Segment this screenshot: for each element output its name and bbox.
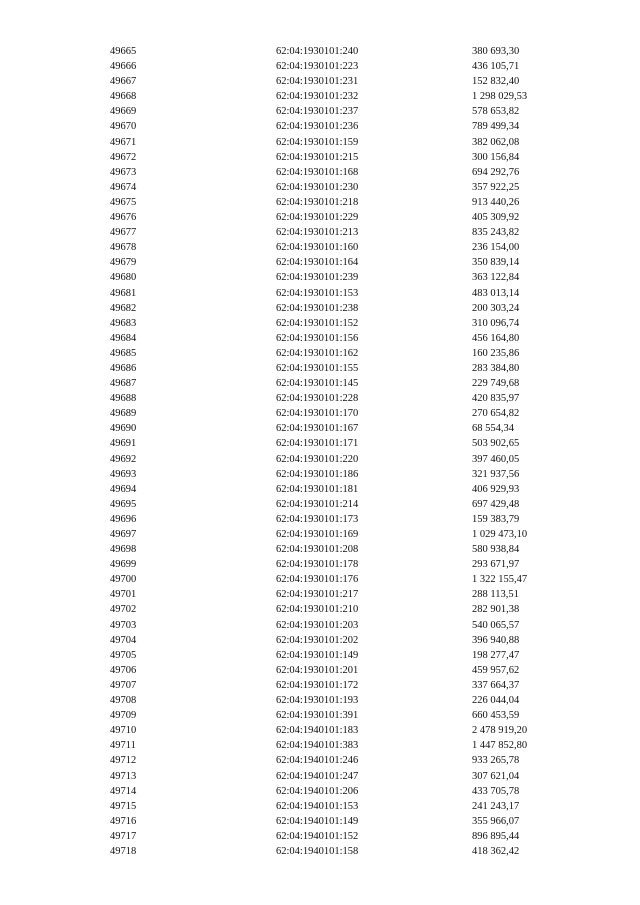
- cadastral-value: 418 362,42: [472, 845, 520, 857]
- cadastral-value: 406 929,93: [472, 483, 520, 495]
- row-number: 49691: [110, 438, 137, 450]
- cadastral-number: 62:04:1940101:247: [276, 770, 359, 782]
- cadastral-number: 62:04:1930101:238: [276, 302, 359, 314]
- table-row: [110, 693, 590, 708]
- cadastral-value: 310 096,74: [472, 317, 520, 329]
- cadastral-value: 397 460,05: [472, 453, 520, 465]
- cadastral-value: 300 156,84: [472, 151, 520, 163]
- cadastral-number: 62:04:1930101:171: [276, 438, 359, 450]
- cadastral-value: 483 013,14: [472, 287, 520, 299]
- table-row: [110, 738, 590, 753]
- cadastral-number: 62:04:1930101:208: [276, 544, 359, 556]
- row-number: 49696: [110, 513, 137, 525]
- table-row: [110, 391, 590, 406]
- cadastral-number: 62:04:1930101:230: [276, 181, 359, 193]
- cadastral-number: 62:04:1930101:172: [276, 679, 359, 691]
- cadastral-value: 355 966,07: [472, 815, 520, 827]
- cadastral-value: 159 383,79: [472, 513, 520, 525]
- cadastral-number: 62:04:1930101:240: [276, 46, 359, 57]
- cadastral-value: 540 065,57: [472, 619, 520, 631]
- cadastral-value: 321 937,56: [472, 468, 520, 480]
- table-row: [110, 331, 590, 346]
- cadastral-value: 436 105,71: [472, 61, 520, 73]
- cadastral-value: 1 029 473,10: [472, 529, 528, 540]
- row-number: 49716: [110, 815, 137, 827]
- cadastral-number: 62:04:1930101:181: [276, 483, 359, 495]
- table-row: [110, 316, 590, 331]
- row-number: 49718: [110, 845, 137, 857]
- row-number: 49699: [110, 559, 137, 571]
- row-number: 49687: [110, 378, 137, 390]
- row-number: 49694: [110, 483, 137, 495]
- row-number: 49702: [110, 604, 137, 616]
- cadastral-value: 68 554,34: [472, 423, 514, 435]
- table-row: [110, 436, 590, 451]
- table-row: [110, 301, 590, 316]
- table-row: [110, 452, 590, 467]
- cadastral-value: 241 243,17: [472, 800, 520, 812]
- cadastral-number: 62:04:1930101:169: [276, 529, 359, 540]
- cadastral-number: 62:04:1930101:214: [276, 498, 359, 510]
- table-row: [110, 180, 590, 195]
- cadastral-value: 456 164,80: [472, 332, 520, 344]
- row-number: 49675: [110, 196, 137, 208]
- cadastral-value: 896 895,44: [472, 830, 520, 842]
- cadastral-number: 62:04:1930101:202: [276, 634, 359, 646]
- table-row: [110, 542, 590, 557]
- table-row: [110, 497, 590, 512]
- cadastral-number: 62:04:1930101:237: [276, 106, 359, 118]
- table-row: [110, 195, 590, 210]
- cadastral-number: 62:04:1940101:153: [276, 800, 359, 812]
- cadastral-value: 459 957,62: [472, 664, 520, 676]
- cadastral-number: 62:04:1930101:170: [276, 408, 359, 420]
- table-row: [110, 467, 590, 482]
- table-row: [110, 587, 590, 602]
- cadastral-number: 62:04:1940101:149: [276, 815, 359, 827]
- row-number: 49693: [110, 468, 137, 480]
- row-number: 49715: [110, 800, 137, 812]
- table-row: [110, 421, 590, 436]
- table-row: [110, 361, 590, 376]
- cadastral-number: 62:04:1930101:201: [276, 664, 359, 676]
- cadastral-number: 62:04:1930101:153: [276, 287, 359, 299]
- table-row: [110, 135, 590, 150]
- row-number: 49712: [110, 755, 137, 767]
- row-number: 49697: [110, 529, 137, 540]
- row-number: 49670: [110, 121, 137, 133]
- cadastral-value: 789 499,34: [472, 121, 520, 133]
- row-number: 49708: [110, 695, 137, 707]
- cadastral-number: 62:04:1930101:149: [276, 649, 359, 661]
- cadastral-value: 200 303,24: [472, 302, 520, 314]
- cadastral-number: 62:04:1930101:391: [276, 710, 359, 722]
- cadastral-number: 62:04:1940101:152: [276, 830, 359, 842]
- row-number: 49695: [110, 498, 137, 510]
- table-row: [110, 602, 590, 617]
- cadastral-value: 2 478 919,20: [472, 725, 528, 737]
- cadastral-number: 62:04:1930101:239: [276, 272, 359, 284]
- table-row: [110, 59, 590, 74]
- cadastral-number: 62:04:1930101:167: [276, 423, 359, 435]
- cadastral-value: 697 429,48: [472, 498, 520, 510]
- cadastral-number: 62:04:1930101:178: [276, 559, 359, 571]
- row-number: 49709: [110, 710, 137, 722]
- table-row: [110, 74, 590, 89]
- cadastral-number: 62:04:1930101:203: [276, 619, 359, 631]
- table-row: [110, 44, 590, 59]
- row-number: 49686: [110, 362, 137, 374]
- table-row: [110, 406, 590, 421]
- table-row: [110, 799, 590, 814]
- row-number: 49665: [110, 46, 137, 57]
- table-row: [110, 286, 590, 301]
- row-number: 49677: [110, 227, 137, 239]
- cadastral-value: 433 705,78: [472, 785, 520, 797]
- cadastral-number: 62:04:1940101:183: [276, 725, 359, 737]
- cadastral-value: 160 235,86: [472, 347, 520, 359]
- cadastral-value: 350 839,14: [472, 257, 520, 269]
- cadastral-number: 62:04:1930101:162: [276, 347, 359, 359]
- cadastral-value: 198 277,47: [472, 649, 520, 661]
- cadastral-value: 396 940,88: [472, 634, 520, 646]
- row-number: 49673: [110, 166, 137, 178]
- row-number: 49711: [110, 740, 136, 752]
- cadastral-number: 62:04:1930101:231: [276, 76, 359, 88]
- row-number: 49717: [110, 830, 137, 842]
- cadastral-number: 62:04:1930101:217: [276, 589, 359, 601]
- cadastral-value: 283 384,80: [472, 362, 520, 374]
- row-number: 49672: [110, 151, 137, 163]
- table-row: [110, 89, 590, 104]
- row-number: 49714: [110, 785, 137, 797]
- table-row: [110, 527, 590, 542]
- cadastral-number: 62:04:1930101:223: [276, 61, 359, 73]
- cadastral-value: 226 044,04: [472, 695, 520, 707]
- data-table: [110, 44, 590, 859]
- cadastral-value: 580 938,84: [472, 544, 520, 556]
- table-row: [110, 557, 590, 572]
- cadastral-number: 62:04:1930101:152: [276, 317, 359, 329]
- cadastral-value: 694 292,76: [472, 166, 520, 178]
- cadastral-value: 1 447 852,80: [472, 740, 528, 752]
- table-row: [110, 648, 590, 663]
- table-row: [110, 482, 590, 497]
- row-number: 49681: [110, 287, 137, 299]
- cadastral-value: 1 322 155,47: [472, 574, 528, 586]
- cadastral-number: 62:04:1940101:383: [276, 740, 359, 752]
- row-number: 49692: [110, 453, 137, 465]
- cadastral-number: 62:04:1930101:210: [276, 604, 359, 616]
- row-number: 49678: [110, 242, 137, 254]
- cadastral-number: 62:04:1930101:155: [276, 362, 359, 374]
- row-number: 49689: [110, 408, 137, 420]
- row-number: 49684: [110, 332, 137, 344]
- cadastral-number: 62:04:1930101:236: [276, 121, 359, 133]
- row-number: 49668: [110, 91, 137, 103]
- table-row: [110, 708, 590, 723]
- row-number: 49704: [110, 634, 137, 646]
- row-number: 49685: [110, 347, 137, 359]
- table-row: [110, 225, 590, 240]
- cadastral-value: 420 835,97: [472, 393, 520, 405]
- table-row: [110, 165, 590, 180]
- row-number: 49671: [110, 136, 137, 148]
- table-row: [110, 376, 590, 391]
- cadastral-value: 363 122,84: [472, 272, 520, 284]
- table-row: [110, 678, 590, 693]
- cadastral-value: 307 621,04: [472, 770, 520, 782]
- row-number: 49705: [110, 649, 137, 661]
- table-row: [110, 572, 590, 587]
- row-number: 49713: [110, 770, 137, 782]
- cadastral-number: 62:04:1930101:186: [276, 468, 359, 480]
- table-row: [110, 769, 590, 784]
- cadastral-value: 913 440,26: [472, 196, 520, 208]
- cadastral-number: 62:04:1930101:232: [276, 91, 359, 103]
- cadastral-value: 236 154,00: [472, 242, 520, 254]
- table-row: [110, 512, 590, 527]
- row-number: 49669: [110, 106, 137, 118]
- table-row: [110, 814, 590, 829]
- table-row: [110, 844, 590, 859]
- cadastral-number: 62:04:1930101:193: [276, 695, 359, 707]
- row-number: 49700: [110, 574, 137, 586]
- table-row: [110, 240, 590, 255]
- table-row: [110, 784, 590, 799]
- row-number: 49683: [110, 317, 137, 329]
- cadastral-value: 337 664,37: [472, 679, 520, 691]
- cadastral-value: 405 309,92: [472, 212, 520, 224]
- row-number: 49667: [110, 76, 137, 88]
- cadastral-number: 62:04:1940101:246: [276, 755, 359, 767]
- cadastral-value: 152 832,40: [472, 76, 520, 88]
- table-row: [110, 210, 590, 225]
- table-row: [110, 618, 590, 633]
- row-number: 49698: [110, 544, 137, 556]
- row-number: 49701: [110, 589, 137, 601]
- row-number: 49690: [110, 423, 137, 435]
- table-row: [110, 663, 590, 678]
- row-number: 49666: [110, 61, 137, 73]
- row-number: 49676: [110, 212, 137, 224]
- cadastral-value: 380 693,30: [472, 46, 520, 57]
- cadastral-value: 503 902,65: [472, 438, 520, 450]
- cadastral-value: 229 749,68: [472, 378, 520, 390]
- cadastral-value: 382 062,08: [472, 136, 520, 148]
- cadastral-number: 62:04:1930101:160: [276, 242, 359, 254]
- row-number: 49674: [110, 181, 137, 193]
- cadastral-number: 62:04:1930101:213: [276, 227, 359, 239]
- row-number: 49679: [110, 257, 137, 269]
- table-row: [110, 346, 590, 361]
- cadastral-value: 933 265,78: [472, 755, 520, 767]
- cadastral-number: 62:04:1930101:228: [276, 393, 359, 405]
- table-row: [110, 723, 590, 738]
- cadastral-number: 62:04:1930101:145: [276, 378, 359, 390]
- cadastral-number: 62:04:1930101:159: [276, 136, 359, 148]
- table-row: [110, 255, 590, 270]
- table-row: [110, 753, 590, 768]
- cadastral-value: 1 298 029,53: [472, 91, 528, 103]
- cadastral-value: 357 922,25: [472, 181, 520, 193]
- cadastral-number: 62:04:1930101:229: [276, 212, 359, 224]
- table-row: [110, 104, 590, 119]
- cadastral-value: 660 453,59: [472, 710, 520, 722]
- cadastral-number: 62:04:1930101:220: [276, 453, 359, 465]
- table-row: [110, 633, 590, 648]
- cadastral-number: 62:04:1930101:173: [276, 513, 359, 525]
- row-number: 49706: [110, 664, 137, 676]
- row-number: 49707: [110, 679, 137, 691]
- cadastral-number: 62:04:1930101:156: [276, 332, 359, 344]
- row-number: 49703: [110, 619, 137, 631]
- cadastral-number: 62:04:1940101:206: [276, 785, 359, 797]
- cadastral-number: 62:04:1940101:158: [276, 845, 359, 857]
- table-row: [110, 829, 590, 844]
- cadastral-value: 578 653,82: [472, 106, 520, 118]
- cadastral-value: 835 243,82: [472, 227, 520, 239]
- cadastral-number: 62:04:1930101:168: [276, 166, 359, 178]
- row-number: 49680: [110, 272, 137, 284]
- cadastral-number: 62:04:1930101:176: [276, 574, 359, 586]
- cadastral-value: 293 671,97: [472, 559, 520, 571]
- row-number: 49682: [110, 302, 137, 314]
- cadastral-number: 62:04:1930101:164: [276, 257, 359, 269]
- cadastral-number: 62:04:1930101:215: [276, 151, 359, 163]
- cadastral-value: 282 901,38: [472, 604, 520, 616]
- row-number: 49710: [110, 725, 137, 737]
- row-number: 49688: [110, 393, 137, 405]
- table-row: [110, 270, 590, 285]
- table-row: [110, 119, 590, 134]
- table-row: [110, 150, 590, 165]
- cadastral-value: 270 654,82: [472, 408, 520, 420]
- cadastral-value: 288 113,51: [472, 589, 519, 601]
- cadastral-number: 62:04:1930101:218: [276, 196, 359, 208]
